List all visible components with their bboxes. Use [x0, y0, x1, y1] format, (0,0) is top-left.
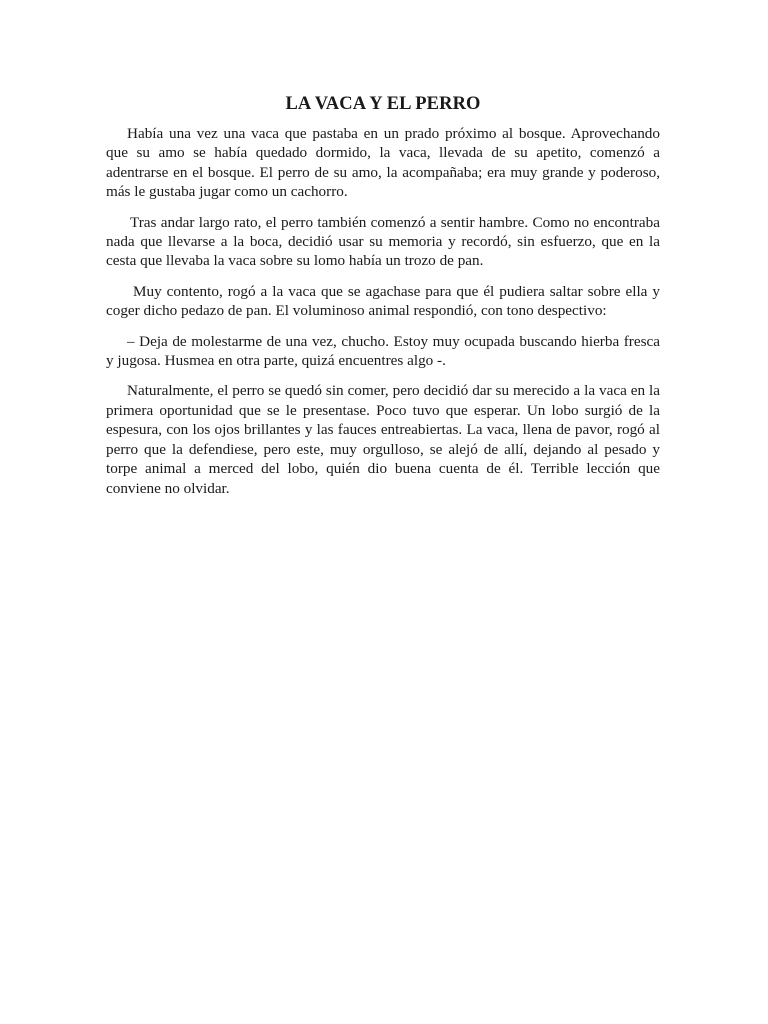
paragraph-4-dialogue: – Deja de molestarme de una vez, chucho. Estoy muy ocupada buscando hierba fresca y jugosa. Husmea en otra parte, quizá encuentres algo -. [106, 332, 660, 370]
paragraph-1: Había una vez una vaca que pastaba en un prado próximo al bosque. Aprovechando que su amo se había quedado dormido, la vaca, llevada de su apetito, comenzó a adentrarse en el bosque. El perro de su amo, la acompañaba; era muy grande y poderoso, más le gustaba jugar como un cachorro. [106, 125, 660, 201]
paragraph-2: Tras andar largo rato, el perro también comenzó a sentir hambre. Como no encontraba nada que llevarse a la boca, decidió usar su memoria y recordó, sin esfuerzo, que en la cesta que llevaba la vaca sobre su lomo había un trozo de pan. [106, 213, 660, 270]
paragraph-3: Muy contento, rogó a la vaca que se agachase para que él pudiera saltar sobre ella y coger dicho pedazo de pan. El voluminoso animal respondió, con tono despectivo: [106, 282, 660, 320]
document-title: LA VACA Y EL PERRO [285, 94, 481, 114]
paragraph-5: Naturalmente, el perro se quedó sin comer, pero decidió dar su merecido a la vaca en la primera oportunidad que se le presentase. Poco tuvo que esperar. Un lobo surgió de la espesura, con los ojos brillantes y las fauces entreabiertas. La vaca, llena de pavor, rogó al perro que la defendiese, pero este, muy orgulloso, se alejó de allí, dejando al pesado y torpe animal a merced del lobo, quién dio buena cuenta de él. Terrible lección que conviene no olvidar. [106, 382, 660, 497]
document-page [106, 92, 660, 509]
